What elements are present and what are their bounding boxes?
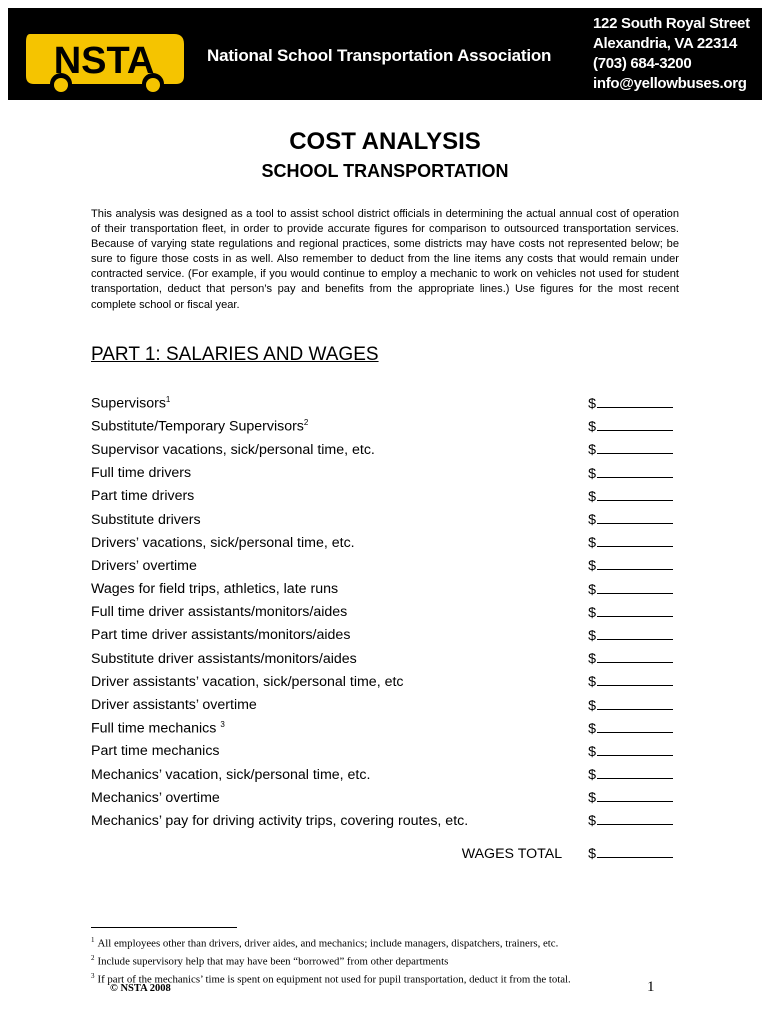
wage-item-row: [91, 485, 673, 508]
wage-items-list: [91, 392, 673, 833]
currency-sign: $: [588, 604, 596, 621]
wage-item-text: Drivers’ overtime: [91, 557, 197, 574]
amount-blank[interactable]: [597, 395, 673, 408]
currency-sign: $: [588, 627, 596, 644]
currency-sign: $: [588, 442, 596, 459]
wage-item-row: [91, 392, 673, 415]
wage-item-text: Drivers’ vacations, sick/personal time, etc.: [91, 534, 355, 551]
amount-blank[interactable]: [597, 604, 673, 617]
wage-item-label: [91, 767, 370, 783]
wage-item-label: [91, 743, 220, 759]
currency-sign: $: [588, 558, 596, 575]
footnote-ref: 1: [165, 395, 171, 405]
amount-field[interactable]: [588, 511, 673, 528]
amount-field[interactable]: [588, 418, 673, 435]
amount-field[interactable]: [588, 766, 673, 783]
amount-field[interactable]: [588, 673, 673, 690]
currency-sign: $: [588, 465, 596, 482]
amount-blank[interactable]: [597, 673, 673, 686]
wage-item-label: [91, 651, 357, 667]
amount-field[interactable]: [588, 812, 673, 829]
amount-blank[interactable]: [597, 488, 673, 501]
wage-item-text: Substitute/Temporary Supervisors: [91, 419, 304, 436]
amount-blank[interactable]: [597, 743, 673, 756]
currency-sign: $: [588, 535, 596, 552]
address-line-1: 122 South Royal Street: [593, 15, 750, 32]
amount-blank[interactable]: [597, 720, 673, 733]
intro-paragraph: This analysis was designed as a tool to assist school district officials in determining the actual annual cost of operation of their transportation fleet, in order to provide accurate figures for comparison to outsourced transportation services. Because of varying state regulations and regional practices, some districts may have costs not represented below; be sure to figure those costs in as well. Also remember to deduct from the line items any costs that would remain under contracted service. (For example, if you would continue to employ a mechanic to work on vehicles not used for student transportation, deduct that person’s pay and benefits from the appropriate lines.) Use figures for the most recent complete school or fiscal year.: [91, 208, 679, 311]
wage-item-row: [91, 717, 673, 740]
wage-item-row: [91, 415, 673, 438]
amount-field[interactable]: [588, 557, 673, 574]
wage-item-text: Full time driver assistants/monitors/aides: [91, 604, 348, 621]
wage-item-row: [91, 508, 673, 531]
wages-total-label: WAGES TOTAL: [461, 845, 563, 862]
currency-sign: $: [588, 512, 596, 529]
wage-item-text: Part time mechanics: [91, 743, 220, 760]
wage-item-text: Full time mechanics: [91, 720, 221, 737]
org-name: National School Transportation Association: [207, 46, 552, 65]
wage-item-text: Supervisors: [91, 395, 166, 412]
wage-item-text: Part time drivers: [91, 488, 195, 505]
amount-field[interactable]: [588, 441, 673, 458]
wage-item-row: [91, 438, 673, 461]
wage-item-text: Wages for field trips, athletics, late runs: [91, 581, 339, 598]
amount-field[interactable]: [588, 604, 673, 621]
email-address: info@yellowbuses.org: [593, 75, 747, 92]
wage-item-row: [91, 531, 673, 554]
amount-field[interactable]: [588, 720, 673, 737]
wage-item-text: Mechanics’ overtime: [91, 789, 220, 806]
amount-field[interactable]: [588, 465, 673, 482]
phone-number: (703) 684-3200: [593, 55, 692, 72]
footnote-number: 3: [91, 972, 95, 981]
amount-blank[interactable]: [597, 581, 673, 594]
wage-item-label: [91, 674, 404, 690]
wage-item-label: [91, 813, 468, 829]
wage-item-label: [91, 442, 375, 458]
wage-item-text: Full time drivers: [91, 465, 192, 482]
address-block: [593, 14, 750, 94]
amount-field[interactable]: [588, 697, 673, 714]
amount-blank[interactable]: [597, 627, 673, 640]
footnote-text: If part of the mechanics’ time is spent on equipment not used for pupil transportation, deduct it from the total.: [97, 973, 571, 986]
amount-blank[interactable]: [597, 766, 673, 779]
document-title: COST ANALYSIS: [289, 128, 481, 155]
nsta-bus-logo: [24, 28, 188, 92]
footnote: [91, 951, 691, 969]
wage-item-label: [91, 627, 350, 643]
footnote-text: All employees other than drivers, driver aides, and mechanics; include managers, dispatchers, trainers, etc.: [97, 937, 559, 950]
currency-sign: $: [588, 581, 596, 598]
amount-field[interactable]: [588, 534, 673, 551]
wage-item-label: [91, 581, 338, 597]
amount-blank[interactable]: [597, 418, 673, 431]
wage-item-row: [91, 809, 673, 832]
currency-sign: $: [588, 697, 596, 714]
footnote-rule: [91, 927, 237, 928]
footnote-ref: 3: [220, 719, 225, 729]
amount-blank[interactable]: [597, 650, 673, 663]
part-1-heading: PART 1: SALARIES AND WAGES: [91, 344, 379, 365]
amount-field[interactable]: [588, 789, 673, 806]
amount-field[interactable]: [588, 650, 673, 667]
wage-item-row: [91, 740, 673, 763]
wage-item-row: [91, 670, 673, 693]
wage-item-row: [91, 624, 673, 647]
amount-blank[interactable]: [597, 534, 673, 547]
currency-sign: $: [588, 720, 596, 737]
currency-sign: $: [588, 790, 596, 807]
amount-field[interactable]: [588, 395, 673, 412]
currency-sign: $: [588, 419, 596, 436]
copyright: © NSTA 2008: [110, 983, 171, 994]
amount-blank[interactable]: [597, 557, 673, 570]
wage-item-label: [91, 790, 220, 806]
wage-item-row: [91, 786, 673, 809]
footnote-ref: 2: [303, 418, 309, 428]
amount-blank[interactable]: [597, 812, 673, 825]
wage-item-label: [91, 604, 347, 620]
wage-item-label: [91, 697, 257, 713]
amount-blank[interactable]: [597, 845, 673, 858]
amount-field[interactable]: [588, 627, 673, 644]
wage-item-text: Substitute drivers: [91, 511, 201, 528]
footnote: [91, 933, 691, 951]
currency-sign: $: [588, 651, 596, 668]
currency-sign: $: [588, 674, 596, 691]
amount-blank[interactable]: [597, 789, 673, 802]
amount-field[interactable]: [588, 743, 673, 760]
wage-item-text: Mechanics’ vacation, sick/personal time, etc.: [91, 766, 371, 783]
footnotes: [91, 933, 691, 987]
wage-item-text: Driver assistants’ overtime: [91, 697, 257, 714]
wage-item-row: [91, 601, 673, 624]
document-subtitle: SCHOOL TRANSPORTATION: [261, 161, 509, 181]
wage-item-text: Part time driver assistants/monitors/aides: [91, 627, 351, 644]
currency-sign: $: [588, 767, 596, 784]
footnote-number: 1: [91, 936, 95, 944]
wage-item-label: [91, 418, 308, 435]
wage-item-row: [91, 763, 673, 786]
wage-item-label: [91, 512, 201, 528]
currency-sign: $: [588, 846, 596, 862]
wage-item-text: Substitute driver assistants/monitors/aides: [91, 650, 357, 667]
wages-total-field[interactable]: [588, 845, 673, 862]
amount-field[interactable]: [588, 581, 673, 598]
wage-item-text: Supervisor vacations, sick/personal time, etc.: [91, 441, 375, 458]
wage-item-row: [91, 554, 673, 577]
footnote: [91, 969, 691, 987]
wage-item-label: [91, 558, 197, 574]
wage-item-row: [91, 462, 673, 485]
wage-item-text: Mechanics’ pay for driving activity trips, covering routes, etc.: [91, 812, 469, 829]
amount-blank[interactable]: [597, 465, 673, 478]
header-banner: [8, 8, 762, 100]
wage-item-row: [91, 693, 673, 716]
currency-sign: $: [588, 743, 596, 760]
amount-blank[interactable]: [597, 511, 673, 524]
currency-sign: $: [588, 488, 596, 505]
currency-sign: $: [588, 396, 596, 413]
wage-item-label: [91, 720, 225, 737]
wages-total-row: [91, 845, 673, 862]
wage-item-text: Driver assistants’ vacation, sick/personal time, etc: [91, 673, 404, 690]
footnote-number: 2: [91, 954, 95, 963]
address-line-2: Alexandria, VA 22314: [593, 35, 738, 52]
footnote-text: Include supervisory help that may have been “borrowed” from other departments: [97, 955, 449, 968]
amount-blank[interactable]: [597, 441, 673, 454]
wage-item-row: [91, 578, 673, 601]
wage-item-label: [91, 488, 194, 504]
amount-field[interactable]: [588, 488, 673, 505]
wage-item-row: [91, 647, 673, 670]
logo-text: NSTA: [53, 40, 155, 82]
amount-blank[interactable]: [597, 697, 673, 710]
wage-item-label: [91, 535, 355, 551]
currency-sign: $: [588, 813, 596, 830]
wage-item-label: [91, 395, 170, 412]
wage-item-label: [91, 465, 191, 481]
page-number: 1: [647, 979, 655, 995]
